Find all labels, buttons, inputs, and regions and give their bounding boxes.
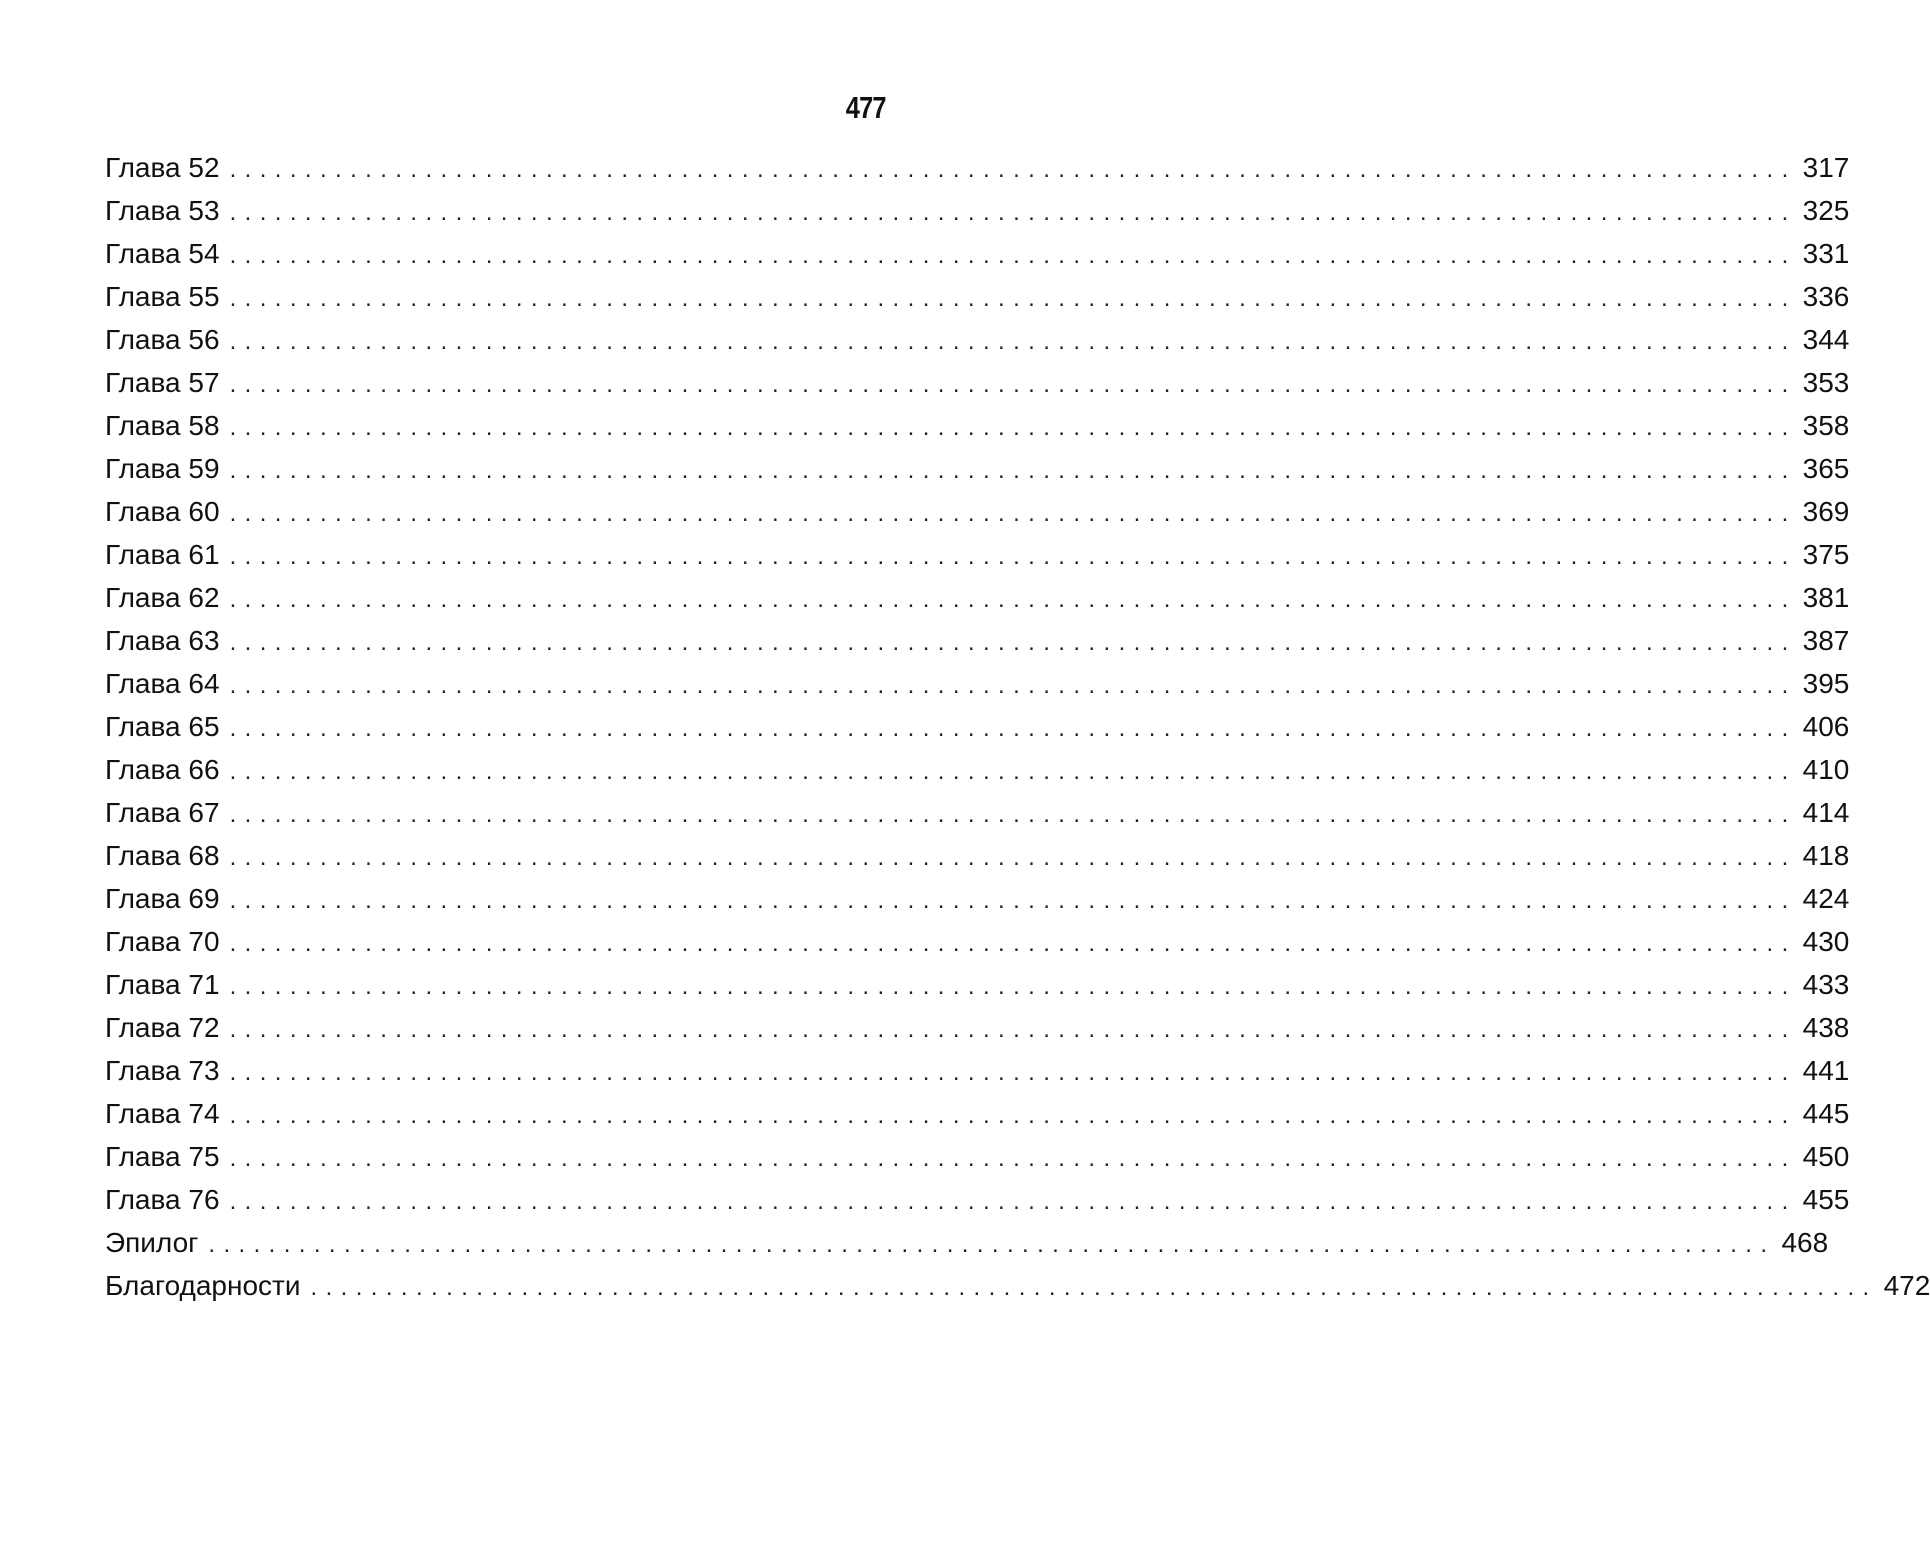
toc-entry-title: Глава 58 [105,410,220,441]
toc-entry [105,1135,1850,1178]
toc-entry-title: Глава 59 [105,453,220,484]
toc-entry-page: 468 [1781,1227,1829,1258]
toc-entry [105,1006,1850,1049]
toc-entry [105,447,1850,490]
toc-leader-dots: ........................................................................................................ [208,1231,1776,1258]
toc-entry-page: 414 [1802,797,1850,828]
toc-entry-page: 325 [1802,195,1850,226]
toc-entry [105,275,1850,318]
toc-entry-page: 395 [1802,668,1850,699]
toc-leader-dots: ........................................................................................................ [229,887,1797,914]
toc-entry [105,1264,1930,1307]
toc-entry [105,662,1850,705]
toc-entry-title: Глава 68 [105,840,220,871]
toc-leader-dots: ........................................................................................................ [229,1016,1797,1043]
toc-entry-page: 381 [1802,582,1850,613]
toc-leader-dots: ........................................................................................................ [229,586,1797,613]
toc-entry [105,791,1850,834]
toc-entry [105,748,1850,791]
toc-entry-title: Глава 66 [105,754,220,785]
toc-entry-title: Благодарности [105,1270,301,1301]
toc-entry-page: 387 [1802,625,1850,656]
toc-entry-title: Глава 72 [105,1012,220,1043]
toc-entry-page: 353 [1802,367,1850,398]
toc-entry-page: 358 [1802,410,1850,441]
toc-entry-page: 430 [1802,926,1850,957]
toc-leader-dots: ........................................................................................................ [229,1059,1797,1086]
toc-entry-title: Глава 56 [105,324,220,355]
toc-entry [105,576,1850,619]
toc-entry [105,1221,1829,1264]
toc-entry [105,232,1850,275]
toc-leader-dots: ........................................................................................................ [229,973,1797,1000]
toc-entry [105,877,1850,920]
toc-leader-dots: ........................................................................................................ [229,930,1797,957]
toc-leader-dots: ........................................................................................................ [229,1188,1797,1215]
toc-entry-page: 424 [1802,883,1850,914]
toc-leader-dots: ........................................................................................................ [229,844,1797,871]
toc-entry [105,834,1850,877]
toc-leader-dots: ........................................................................................................ [229,285,1797,312]
toc-entry [105,318,1850,361]
toc-entry-title: Эпилог [105,1227,199,1258]
toc-entry-title: Глава 53 [105,195,220,226]
toc-entry-title: Глава 65 [105,711,220,742]
toc-entry-page: 365 [1802,453,1850,484]
toc-entry-page: 455 [1802,1184,1850,1215]
toc-entry-page: 433 [1802,969,1850,1000]
toc-entry-title: Глава 75 [105,1141,220,1172]
toc-entry-title: Глава 67 [105,797,220,828]
toc-leader-dots: ........................................................................................................ [229,758,1797,785]
toc-entry-page: 418 [1802,840,1850,871]
toc-entry-page: 441 [1802,1055,1850,1086]
toc-entry-page: 344 [1802,324,1850,355]
toc-entry-title: Глава 57 [105,367,220,398]
toc-entry [105,404,1850,447]
toc-entry [105,963,1850,1006]
table-of-contents [105,146,1930,1307]
page-number: 477 [846,90,886,125]
toc-entry-title: Глава 76 [105,1184,220,1215]
toc-entry-title: Глава 64 [105,668,220,699]
toc-leader-dots: ........................................................................................................ [229,371,1797,398]
toc-leader-dots: ........................................................................................................ [229,156,1797,183]
toc-leader-dots: ........................................................................................................ [229,328,1797,355]
toc-entry-title: Глава 73 [105,1055,220,1086]
toc-entry-page: 336 [1802,281,1850,312]
toc-entry [105,146,1850,189]
toc-entry-page: 369 [1802,496,1850,527]
toc-leader-dots: ........................................................................................................ [229,457,1797,484]
toc-entry-page: 445 [1802,1098,1850,1129]
toc-entry-title: Глава 60 [105,496,220,527]
toc-entry-title: Глава 71 [105,969,220,1000]
toc-entry-title: Глава 54 [105,238,220,269]
toc-entry [105,619,1850,662]
toc-leader-dots: ........................................................................................................ [229,801,1797,828]
toc-entry-title: Глава 55 [105,281,220,312]
toc-entry [105,1049,1850,1092]
toc-leader-dots: ........................................................................................................ [229,199,1797,226]
toc-leader-dots: ........................................................................................................ [229,500,1797,527]
toc-entry-title: Глава 61 [105,539,220,570]
toc-entry-title: Глава 69 [105,883,220,914]
toc-leader-dots: ........................................................................................................ [229,543,1797,570]
toc-entry-title: Глава 74 [105,1098,220,1129]
toc-entry [105,1092,1850,1135]
toc-entry-title: Глава 52 [105,152,220,183]
toc-entry-page: 410 [1802,754,1850,785]
toc-entry-page: 438 [1802,1012,1850,1043]
toc-entry-page: 406 [1802,711,1850,742]
toc-leader-dots: ........................................................................................................ [229,242,1797,269]
toc-entry [105,533,1850,576]
toc-entry-page: 472 [1883,1270,1930,1301]
toc-entry [105,1178,1850,1221]
toc-leader-dots: ........................................................................................................ [229,672,1797,699]
toc-entry [105,361,1850,404]
toc-entry-title: Глава 70 [105,926,220,957]
toc-leader-dots: ........................................................................................................ [229,715,1797,742]
toc-leader-dots: ........................................................................................................ [310,1274,1878,1301]
toc-entry-page: 450 [1802,1141,1850,1172]
toc-leader-dots: ........................................................................................................ [229,1145,1797,1172]
toc-entry-page: 375 [1802,539,1850,570]
toc-entry-page: 331 [1802,238,1850,269]
toc-leader-dots: ........................................................................................................ [229,414,1797,441]
toc-leader-dots: ........................................................................................................ [229,629,1797,656]
toc-entry [105,189,1850,232]
toc-entry-title: Глава 63 [105,625,220,656]
toc-entry-page: 317 [1802,152,1850,183]
toc-entry [105,490,1850,533]
toc-entry-title: Глава 62 [105,582,220,613]
toc-entry [105,705,1850,748]
toc-entry [105,920,1850,963]
toc-leader-dots: ........................................................................................................ [229,1102,1797,1129]
